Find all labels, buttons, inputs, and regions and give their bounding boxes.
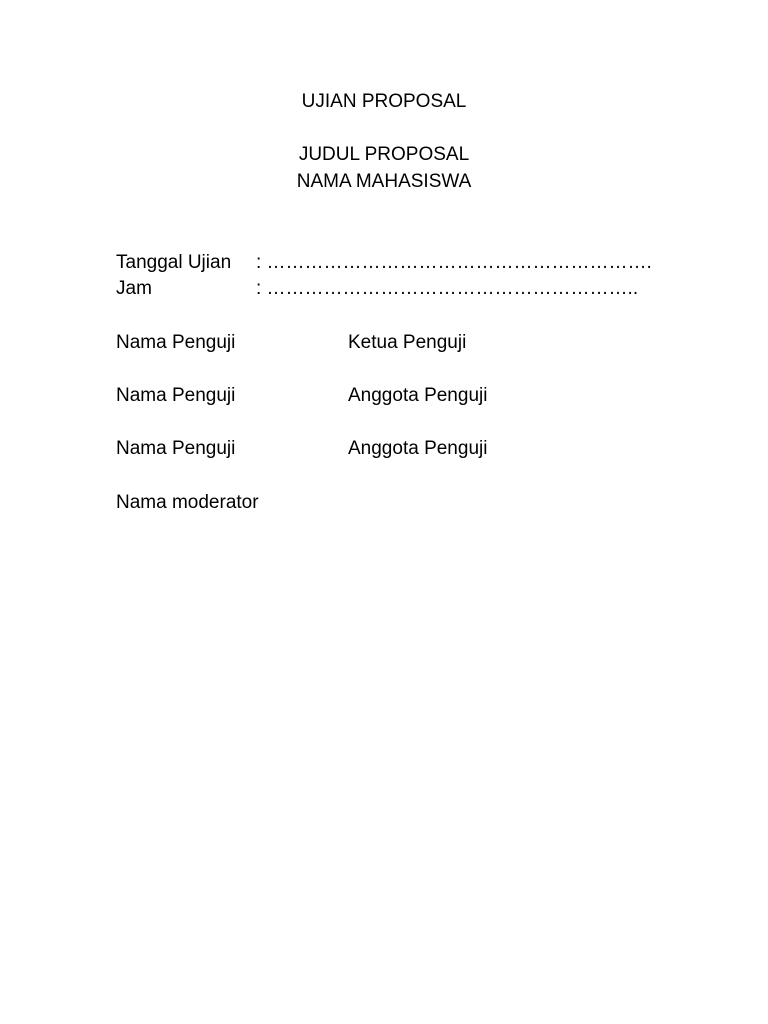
examiner-row	[116, 436, 487, 462]
proposal-title: JUDUL PROPOSAL	[298, 144, 470, 165]
examiner-name: Nama Penguji	[116, 385, 236, 406]
examiner-row	[116, 330, 466, 356]
examiner-role: Anggota Penguji	[348, 438, 488, 459]
exam-date-value: : …………………………………………………….	[256, 252, 652, 273]
examiner-row	[116, 383, 487, 409]
document-heading: UJIAN PROPOSAL	[301, 91, 467, 112]
examiner-name: Nama Penguji	[116, 332, 236, 353]
examiner-role: Ketua Penguji	[348, 332, 467, 353]
exam-date-label: Tanggal Ujian	[116, 252, 232, 273]
examiner-role: Anggota Penguji	[348, 385, 488, 406]
time-value: : …………………………………………………..	[256, 278, 639, 299]
time-line	[116, 276, 638, 302]
moderator-name: Nama moderator	[116, 492, 259, 513]
time-label: Jam	[116, 278, 152, 299]
student-name: NAMA MAHASISWA	[296, 171, 472, 192]
examiner-name: Nama Penguji	[116, 438, 236, 459]
exam-date-line	[116, 250, 652, 276]
